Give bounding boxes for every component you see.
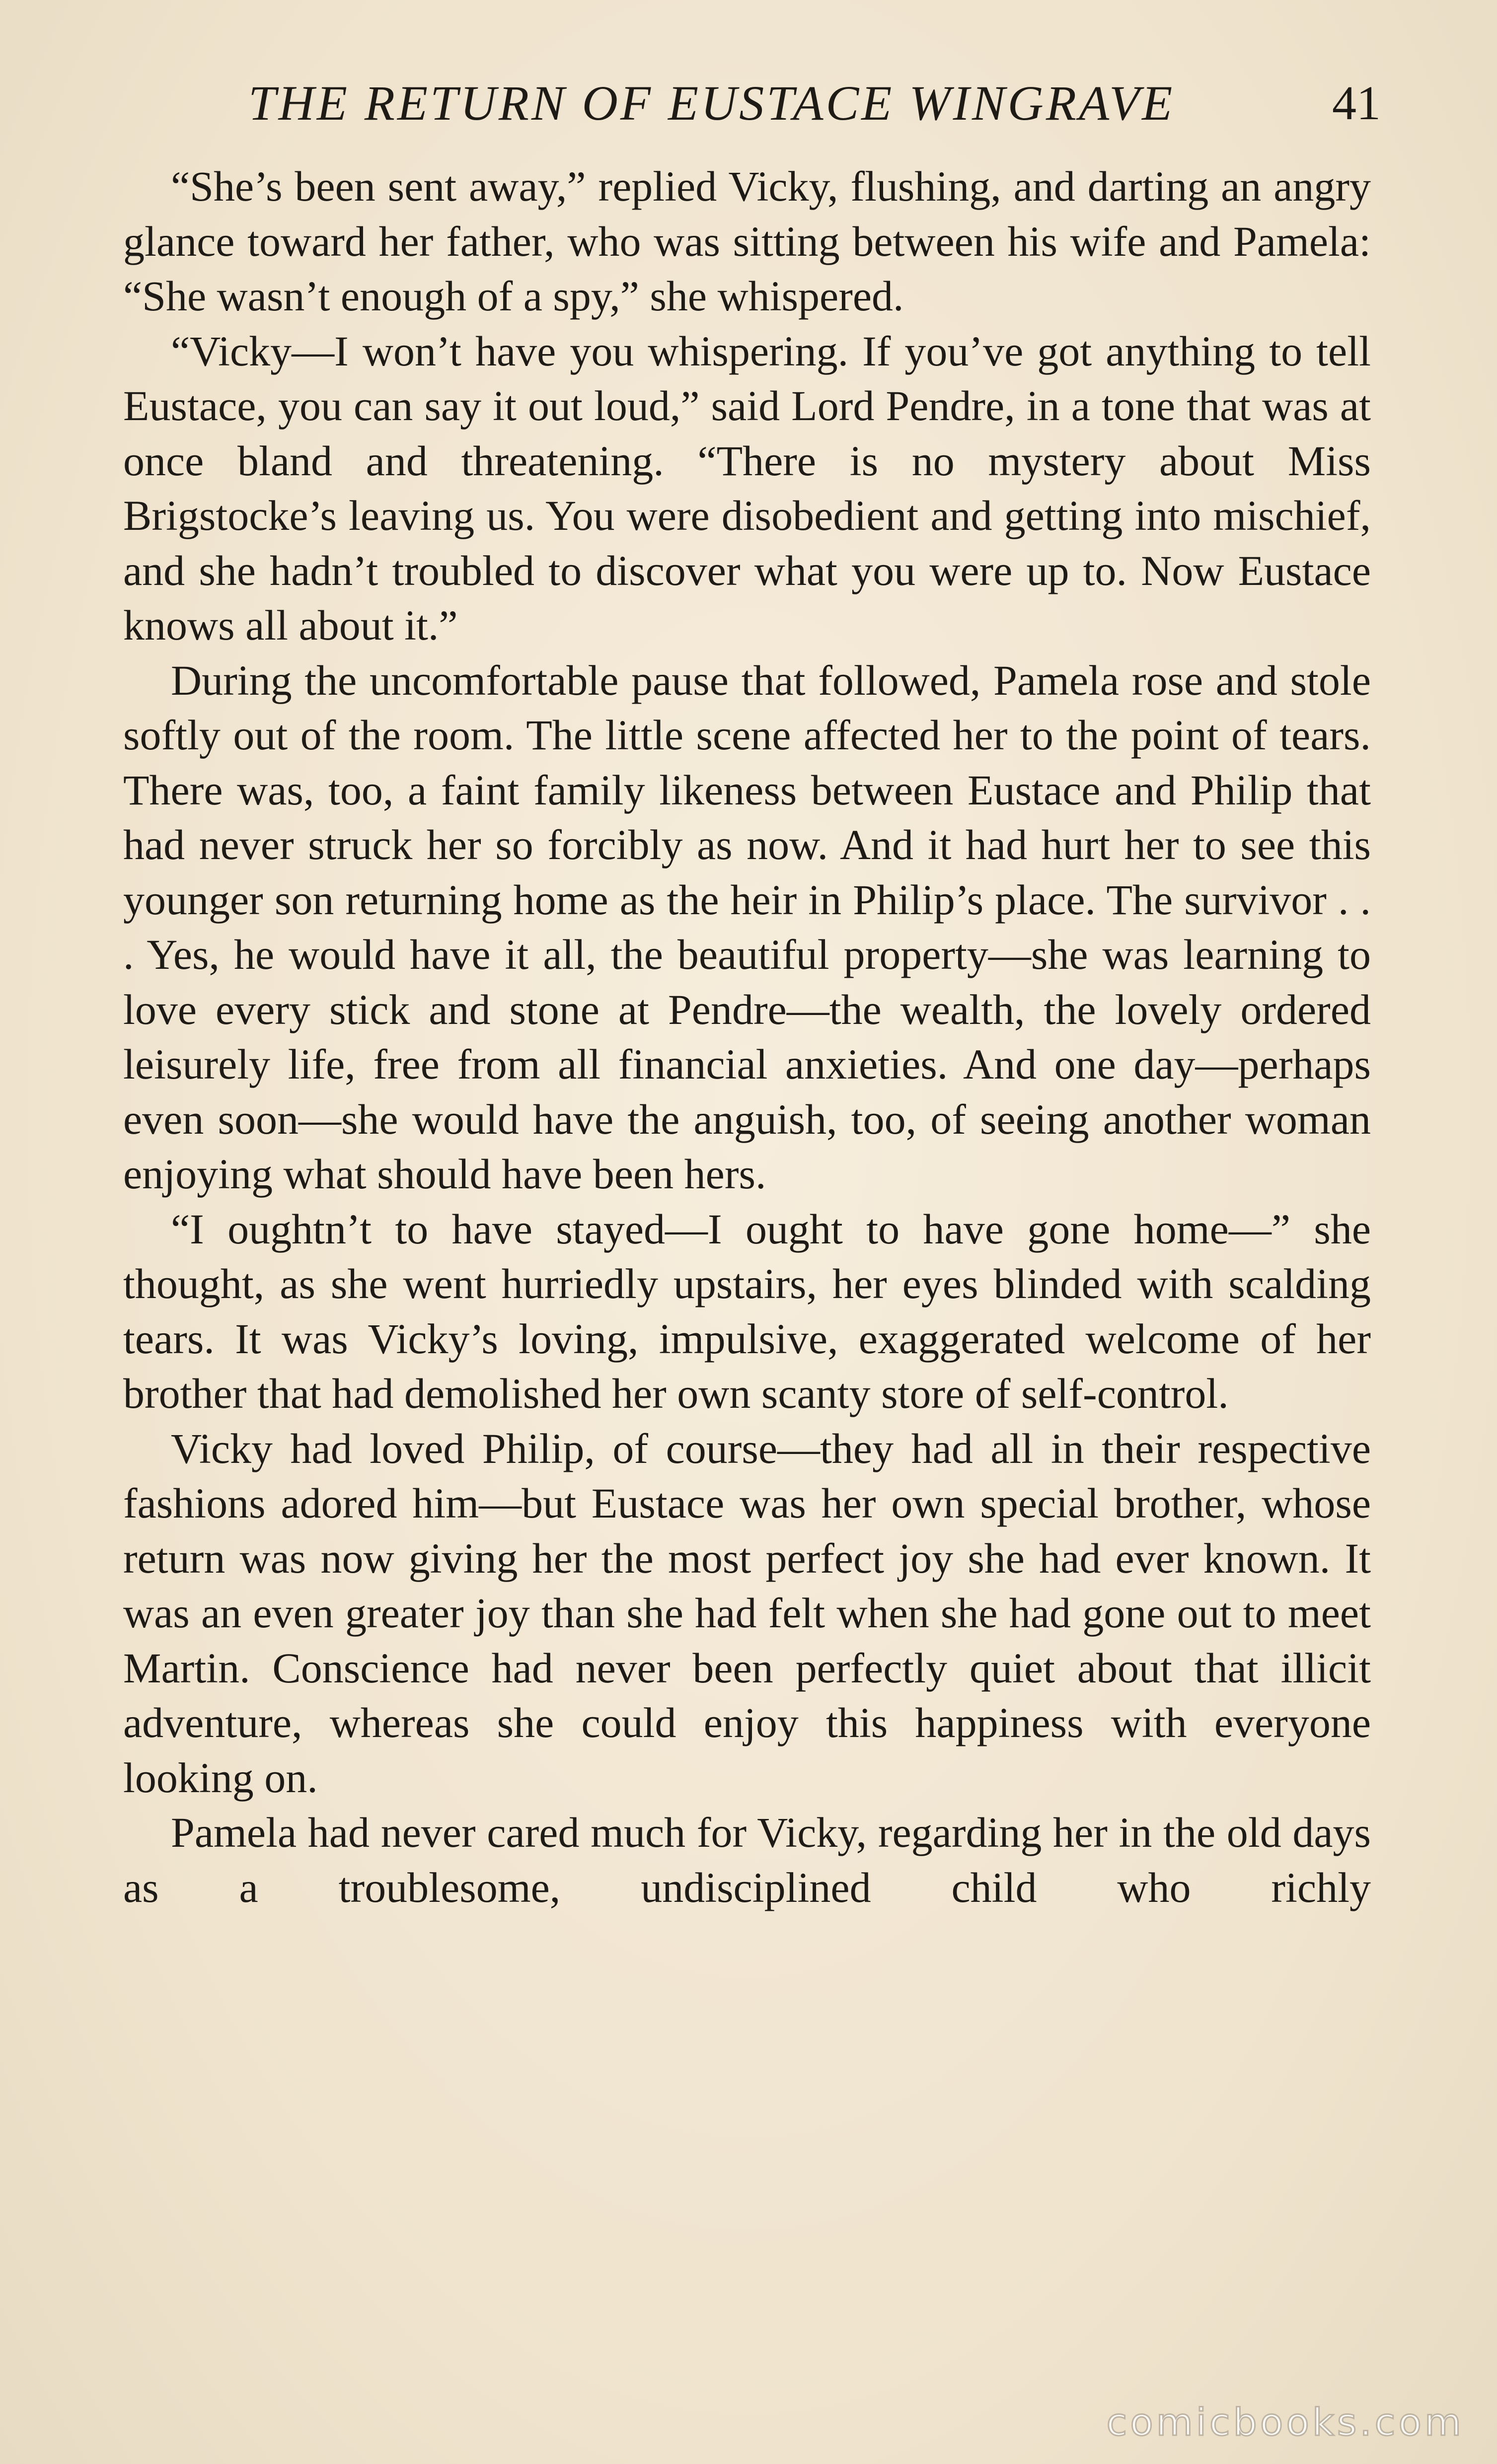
paragraph-5: Vicky had loved Philip, of course—they had all in their respective fashions adored him—but Eustace was her own special brother, whose return was now giving her the most perfect joy she had ever known. It was an even greater joy than she had felt when she had gone out to meet Martin. Conscience had never been perfectly quiet about that illicit adventure, whereas she could enjoy this happiness with everyone looking on.: [123, 1424, 1371, 1802]
body-text: [123, 159, 1371, 1915]
paragraph-3: During the uncomfortable pause that followed, Pamela rose and stole softly out of the room. The little scene affected her to the point of tears. There was, too, a faint family likeness between Eustace and Philip that had never struck her so forcibly as now. And it had hurt her to see this younger son returning home as the heir in Philip’s place. The survivor . . . Yes, he would have it all, the beautiful property—she was learning to love every stick and stone at Pendre—the wealth, the lovely ordered leisurely life, free from all financial anxieties. And one day—perhaps even soon—she would have the anguish, too, of seeing another woman enjoying what should have been hers.: [123, 656, 1371, 1198]
paragraph-2: “Vicky—I won’t have you whispering. If you’ve got anything to tell Eustace, you can say it out loud,” said Lord Pendre, in a tone that was at once bland and threatening. “There is no mystery about Miss Brigstocke’s leaving us. You were disobedient and getting into mischief, and she hadn’t troubled to discover what you were up to. Now Eustace knows all about it.”: [123, 327, 1371, 649]
page-number: 41: [1332, 76, 1381, 130]
paragraph-4: “I oughtn’t to have stayed—I ought to have gone home—” she thought, as she went hurriedly upstairs, her eyes blinded with scalding tears. It was Vicky’s loving, impulsive, exaggerated welcome of her brother that had demolished her own scanty store of self-control.: [123, 1205, 1371, 1417]
running-title: THE RETURN OF EUSTACE WINGRAVE: [248, 75, 1175, 131]
watermark: comicbooks.com: [1106, 2400, 1464, 2444]
running-head: [248, 69, 1381, 138]
paragraph-6: Pamela had never cared much for Vicky, regarding her in the old days as a troublesome, undisciplined child who richly: [123, 1809, 1371, 1911]
paragraph-1: “She’s been sent away,” replied Vicky, flushing, and darting an angry glance toward her father, who was sitting between his wife and Pamela: “She wasn’t enough of a spy,” she whispered.: [123, 162, 1371, 320]
